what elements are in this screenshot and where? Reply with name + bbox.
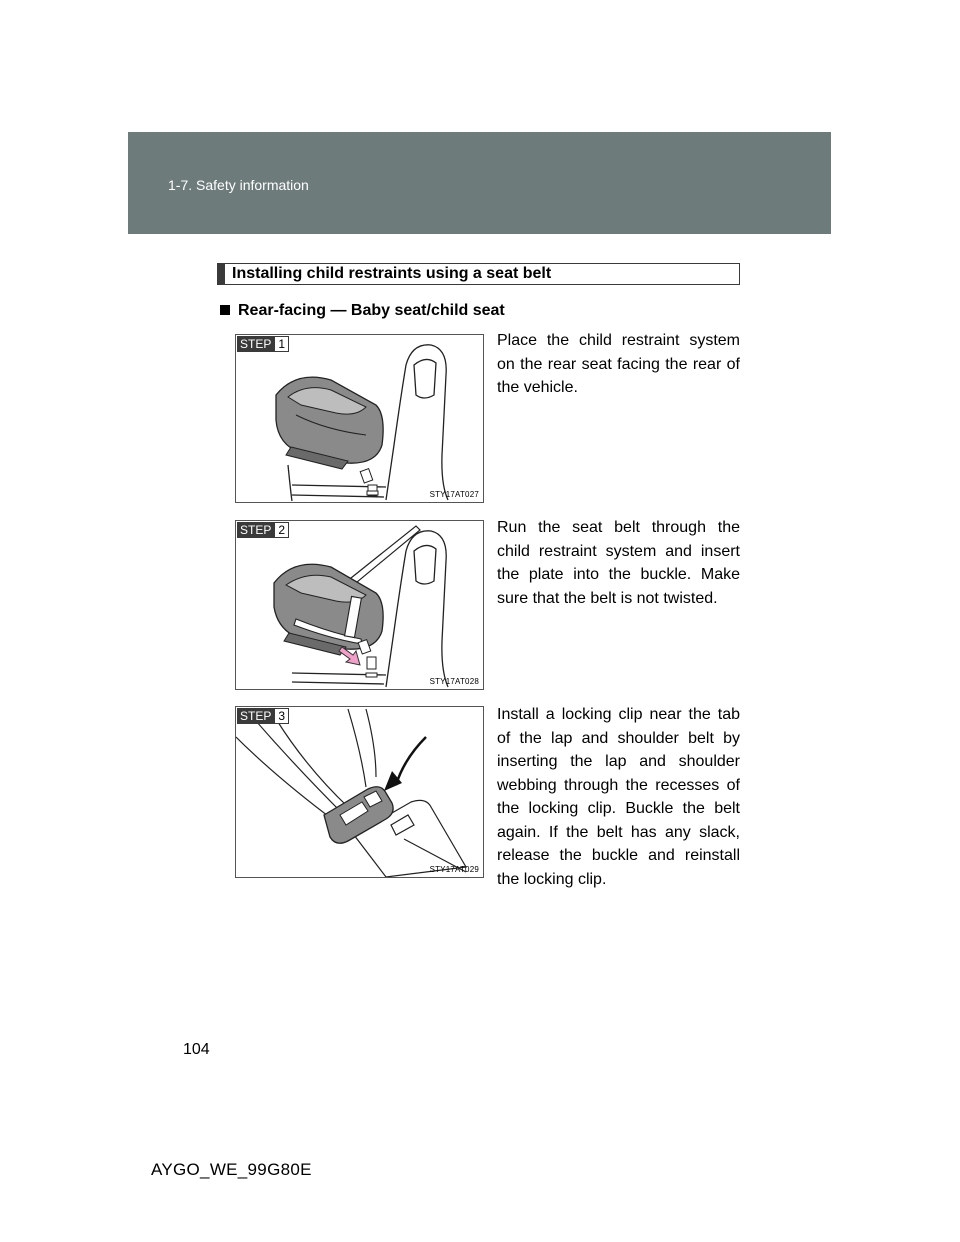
baby-seat-on-rear-seat-illustration xyxy=(236,335,483,502)
square-bullet-icon xyxy=(220,305,230,315)
step-3-label xyxy=(237,708,289,724)
step-1-number: 1 xyxy=(274,336,289,352)
step-2-word: STEP xyxy=(237,522,274,538)
document-code: AYGO_WE_99G80E xyxy=(151,1160,312,1179)
seat-belt-routing-illustration xyxy=(236,521,483,689)
step-2-label xyxy=(237,522,289,538)
section-title-bar xyxy=(218,264,225,284)
header-band xyxy=(128,132,831,234)
step-3-number: 3 xyxy=(274,708,289,724)
step-2-text: Run the seat belt through the child restraint system and insert the plate into the buckle. Make sure that the belt is not twisted. xyxy=(497,519,740,607)
step-3-text: Install a locking clip near the tab of the lap and shoulder belt by inserting the lap and shoulder webbing through the recesses of the locking clip. Buckle the belt again. If the belt has any slack, release the buckle and reinstall the locking clip. xyxy=(497,706,740,888)
step-1-figure-code: STY17AT027 xyxy=(429,490,479,499)
step-2-figure xyxy=(235,520,484,690)
section-title-box xyxy=(217,263,740,285)
step-2-number: 2 xyxy=(274,522,289,538)
step-3-word: STEP xyxy=(237,708,274,724)
header-section-title: 1-7. Safety information xyxy=(168,177,309,193)
subheading-text: Rear-facing — Baby seat/child seat xyxy=(238,302,505,319)
step-2-figure-code: STY17AT028 xyxy=(429,677,479,686)
step-1-label xyxy=(237,336,289,352)
step-1-figure xyxy=(235,334,484,503)
step-3-figure-code: STY17AT029 xyxy=(429,865,479,874)
page-number: 104 xyxy=(183,1041,210,1058)
section-title: Installing child restraints using a seat belt xyxy=(232,265,552,282)
subheading xyxy=(218,302,505,320)
step-3-figure xyxy=(235,706,484,878)
step-1-word: STEP xyxy=(237,336,274,352)
locking-clip-illustration xyxy=(236,707,483,877)
step-1-text: Place the child restraint system on the rear seat facing the rear of the vehicle. xyxy=(497,332,740,396)
